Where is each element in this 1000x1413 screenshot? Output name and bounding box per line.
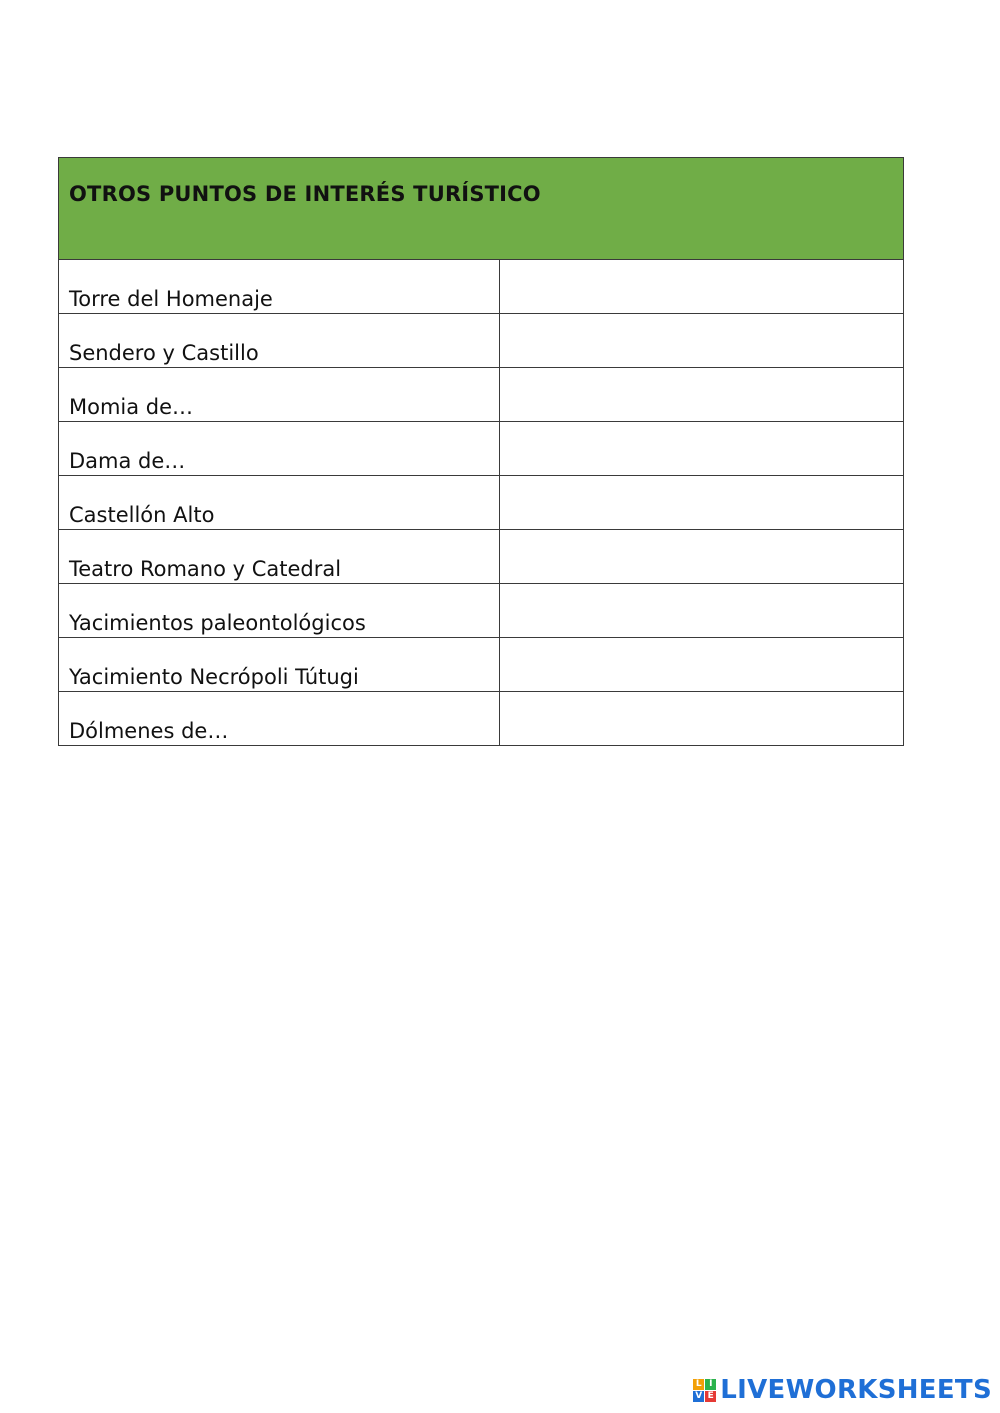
logo-letter: E xyxy=(705,1391,716,1402)
table-row xyxy=(59,422,904,476)
row-label-cell xyxy=(59,260,500,314)
answer-cell[interactable] xyxy=(499,476,904,530)
row-label: Momia de… xyxy=(69,395,194,419)
row-label: Sendero y Castillo xyxy=(69,341,259,365)
brand-text: LIVEWORKSHEETS xyxy=(720,1375,992,1405)
liveworksheets-brand xyxy=(693,1375,992,1405)
table-row xyxy=(59,638,904,692)
row-label: Yacimiento Necrópoli Tútugi xyxy=(69,665,359,689)
row-label-cell xyxy=(59,638,500,692)
answer-cell[interactable] xyxy=(499,260,904,314)
row-label-cell xyxy=(59,692,500,746)
answer-cell[interactable] xyxy=(499,530,904,584)
table-row xyxy=(59,260,904,314)
row-label-cell xyxy=(59,584,500,638)
row-label: Yacimientos paleontológicos xyxy=(69,611,366,635)
table-row xyxy=(59,368,904,422)
logo-letter: V xyxy=(693,1391,704,1402)
row-label-cell xyxy=(59,476,500,530)
table-title: OTROS PUNTOS DE INTERÉS TURÍSTICO xyxy=(69,182,541,206)
answer-cell[interactable] xyxy=(499,314,904,368)
table-row xyxy=(59,692,904,746)
row-label: Torre del Homenaje xyxy=(69,287,273,311)
table-row xyxy=(59,476,904,530)
answer-cell[interactable] xyxy=(499,638,904,692)
row-label-cell xyxy=(59,530,500,584)
answer-cell[interactable] xyxy=(499,584,904,638)
tourist-points-table xyxy=(58,157,904,746)
row-label-cell xyxy=(59,368,500,422)
liveworksheets-logo-icon xyxy=(693,1379,716,1402)
row-label-cell xyxy=(59,422,500,476)
row-label-cell xyxy=(59,314,500,368)
logo-letter: I xyxy=(705,1379,716,1390)
answer-cell[interactable] xyxy=(499,422,904,476)
row-label: Dólmenes de… xyxy=(69,719,229,743)
row-label: Teatro Romano y Catedral xyxy=(69,557,342,581)
table-header-cell xyxy=(59,158,904,260)
logo-letter: L xyxy=(693,1379,704,1390)
answer-cell[interactable] xyxy=(499,692,904,746)
table-header-row xyxy=(59,158,904,260)
answer-cell[interactable] xyxy=(499,368,904,422)
row-label: Dama de… xyxy=(69,449,186,473)
row-label: Castellón Alto xyxy=(69,503,215,527)
table-row xyxy=(59,584,904,638)
table-row xyxy=(59,314,904,368)
table-row xyxy=(59,530,904,584)
